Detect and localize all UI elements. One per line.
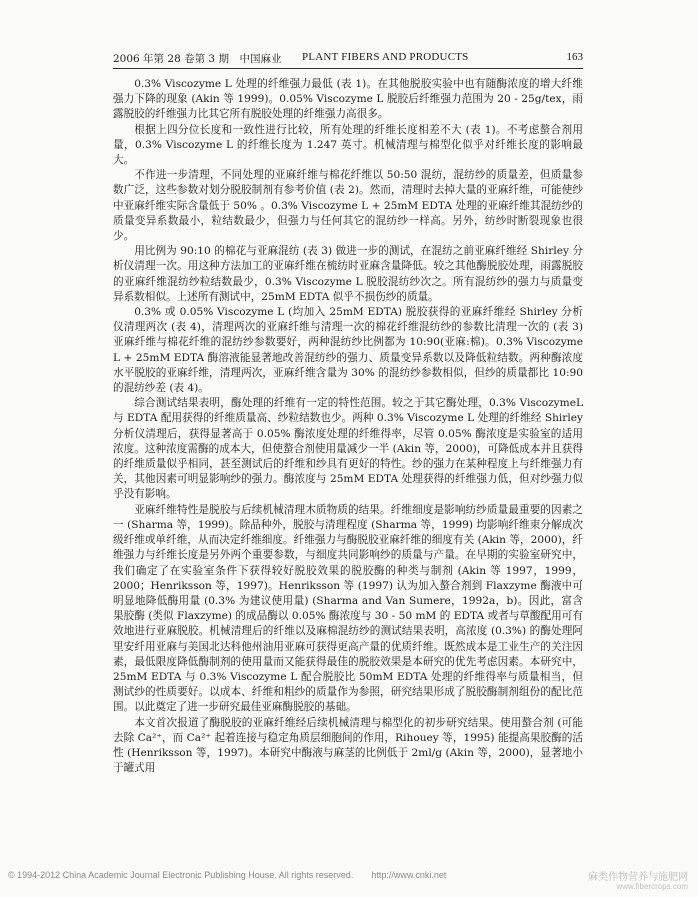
paragraph: 用比例为 90:10 的棉花与亚麻混纺 (表 3) 做进一步的测试，在混纺之前亚麻纤维经 Shirley 分析仪清理一次。用这种方法加工的亚麻纤维在梳纺时亚麻含量降低。较之其他酶脱胶处理，雨露脱胶的亚麻纤维混纺纱粒结数最少，0.3% Viscozyme L 脱胶混纺纱次之。所有混纺纱的强力与质量变异系数相似。上述所有测试中，25mM EDTA 似乎不损伤纱的质量。 <box>113 245 583 303</box>
header-rule <box>113 68 583 69</box>
article-body <box>113 77 583 776</box>
watermark-url: www.fibercrops.com <box>616 882 688 891</box>
journal-title-en: PLANT FIBERS AND PRODUCTS <box>302 51 469 63</box>
page-footer <box>8 866 688 891</box>
journal-issue: 2006 年第 28 卷第 3 期 中国麻业 <box>113 53 282 65</box>
paragraph: 亚麻纤维特性是脱胶与后续机械清理木质物质的结果。纤维细度是影响纺纱质量最重要的因素之一 (Sharma 等，1999)。除品种外，脱胶与清理程度 (Sharma 等，1999) 均影响纤维束分解成次级纤维或单纤维，从而决定纤维细度。纤维强力与酶脱胶亚麻纤维的细度有关 (Akin 等，2000)，纤维强力与纤维长度是另外两个重要参数，与细度共同影响纱的质量与产量。在早期的实验室研究中，我们确定了在实验室条件下获得较好脱胶效果的脱胶酶的种类与制剂 (Akin 等 1997，1999，2000；Henriksson 等，1997)。Henriksson 等 (1997) 认为加入螯合剂到 Flaxzyme 酶液中可明显地降低酶用量 (0.3% 为建议使用量) (Sharma and Van Sumere，1992a，b)。因此，富含果胶酶 (类似 Flaxzyme) 的成品酶以 0.05% 酶浓度与 30 - 50 mM 的 EDTA 或者与草酸配用可有效地进行亚麻脱胶。机械清理后的纤维以及麻棉混纺纱的测试结果表明，高浓度 (0.3%) 的酶处理阿里安纤用亚麻与美国北达科他州油用亚麻可获得更高产量的优质纤维。既然成本是工业生产的关注因素，最低限度降低酶制剂的使用量而又能获得最佳的脱胶效果是本研究的优先考虑因素。本研究中，25mM EDTA 与 0.3% Viscozyme L 配合脱胶比 50mM EDTA 处理的纤维得率与质量相当，但测试纱的性质要好。以成本、纤维和粗纱的质量作为参照，研究结果形成了脱胶酶制剂组份的配比范围。以此奠定了进一步研究最佳亚麻酶脱胶的基础。 <box>113 503 583 714</box>
paragraph: 不作进一步清理，不同处理的亚麻纤维与棉花纤维以 50:50 混纺，混纺纱的质量差，但质量参数广泛，这些参数对划分脱胶制剂有参考价值 (表 2)。然而，清理时去掉大量的亚麻纤维，可能使纱中亚麻纤维实际含量低于 50% 。0.3% Viscozyme L + 25mM EDTA 处理的亚麻纤维其混纺纱的质量变异系数最小，粒结数最少，但强力与任何其它的混纺纱一样高。另外，纺纱时断裂现象也很少。 <box>113 169 583 243</box>
running-header <box>113 51 583 65</box>
watermark-site-name: 麻类作物营养与施肥网 <box>588 872 688 883</box>
paragraph: 0.3% 或 0.05% Viscozyme L (均加入 25mM EDTA) 脱胶获得的亚麻纤维经 Shirley 分析仪清理两次 (表 4)，清理两次的亚麻纤维与清理一次的棉花纤维混纺纱的参数比清理一次的 (表 3) 亚麻纤维与棉花纤维的混纺纱参数要好，两种混纺纱比例都为 10:90(亚麻:棉)。0.3% Viscozyme L + 25mM EDTA 酶溶液能显著地改善混纺纱的强力、质量变异系数以及降低粒结数。两种酶浓度水平脱胶的亚麻纤维，清理两次，亚麻纤维含量为 30% 的混纺纱参数相似，但纱的质量都比 10:90 的混纺纱差 (表 4)。 <box>113 306 583 395</box>
page-number: 163 <box>566 51 583 63</box>
watermark <box>588 868 688 891</box>
paragraph: 综合测试结果表明，酶处理的纤维有一定的特性范围。较之于其它酶处理，0.3% ViscozymeL 与 EDTA 配用获得的纤维质量高、纱粒结数也少。两种 0.3% Viscozyme L 处理的纤维经 Shirley 分析仪清理后，获得显著高于 0.05% 酶浓度处理的纤维得率，尽管 0.05% 酶浓度是实验室的适用浓度。这种浓度需酶的成本大，但使螯合剂使用量减少一半 (Akin 等，2000)，可降低成本并且获得的纤维质量似乎相同，甚至测试后的纤维和纱具有更好的特性。纱的强力在某种程度上与纤维强力有关，其他因素可明显影响纱的强力。酶浓度与 25mM EDTA 处理获得的纤维强力低，但对纱强力似乎没有影响。 <box>113 397 583 501</box>
copyright-notice: © 1994-2012 China Academic Journal Electronic Publishing House. All rights reserved. http://www.cnki.net <box>8 870 447 880</box>
paragraph: 0.3% Viscozyme L 处理的纤维强力最低 (表 1)。在其他脱胶实验中也有随酶浓度的增大纤维强力下降的现象 (Akin 等 1999)。0.05% Viscozyme L 脱胶后纤维强力范围为 20 - 25g/tex，雨露脱胶的纤维强力比其它所有脱胶处理的纤维强力高很多。 <box>113 78 583 121</box>
paragraph: 根据上四分位长度和一致性进行比较，所有处理的纤维长度相差不大 (表 1)。不考虑螯合剂用量，0.3% Viscozyme L 的纤维长度为 1.247 英寸。机械清理与棉型化似乎对纤维长度的影响最大。 <box>113 123 583 167</box>
paragraph: 本文首次报道了酶脱胶的亚麻纤维经后续机械清理与棉型化的初步研究结果。使用螯合剂 (可能去除 Ca²⁺，而 Ca²⁺ 起着连接与稳定角质层细胞间的作用，Rihouey 等，1995) 能提高果胶酶的活性 (Henriksson 等，1997)。本研究中酶液与麻茎的比例低于 2ml/g (Akin 等，2000)，显著地小于罐式用 <box>113 716 583 775</box>
